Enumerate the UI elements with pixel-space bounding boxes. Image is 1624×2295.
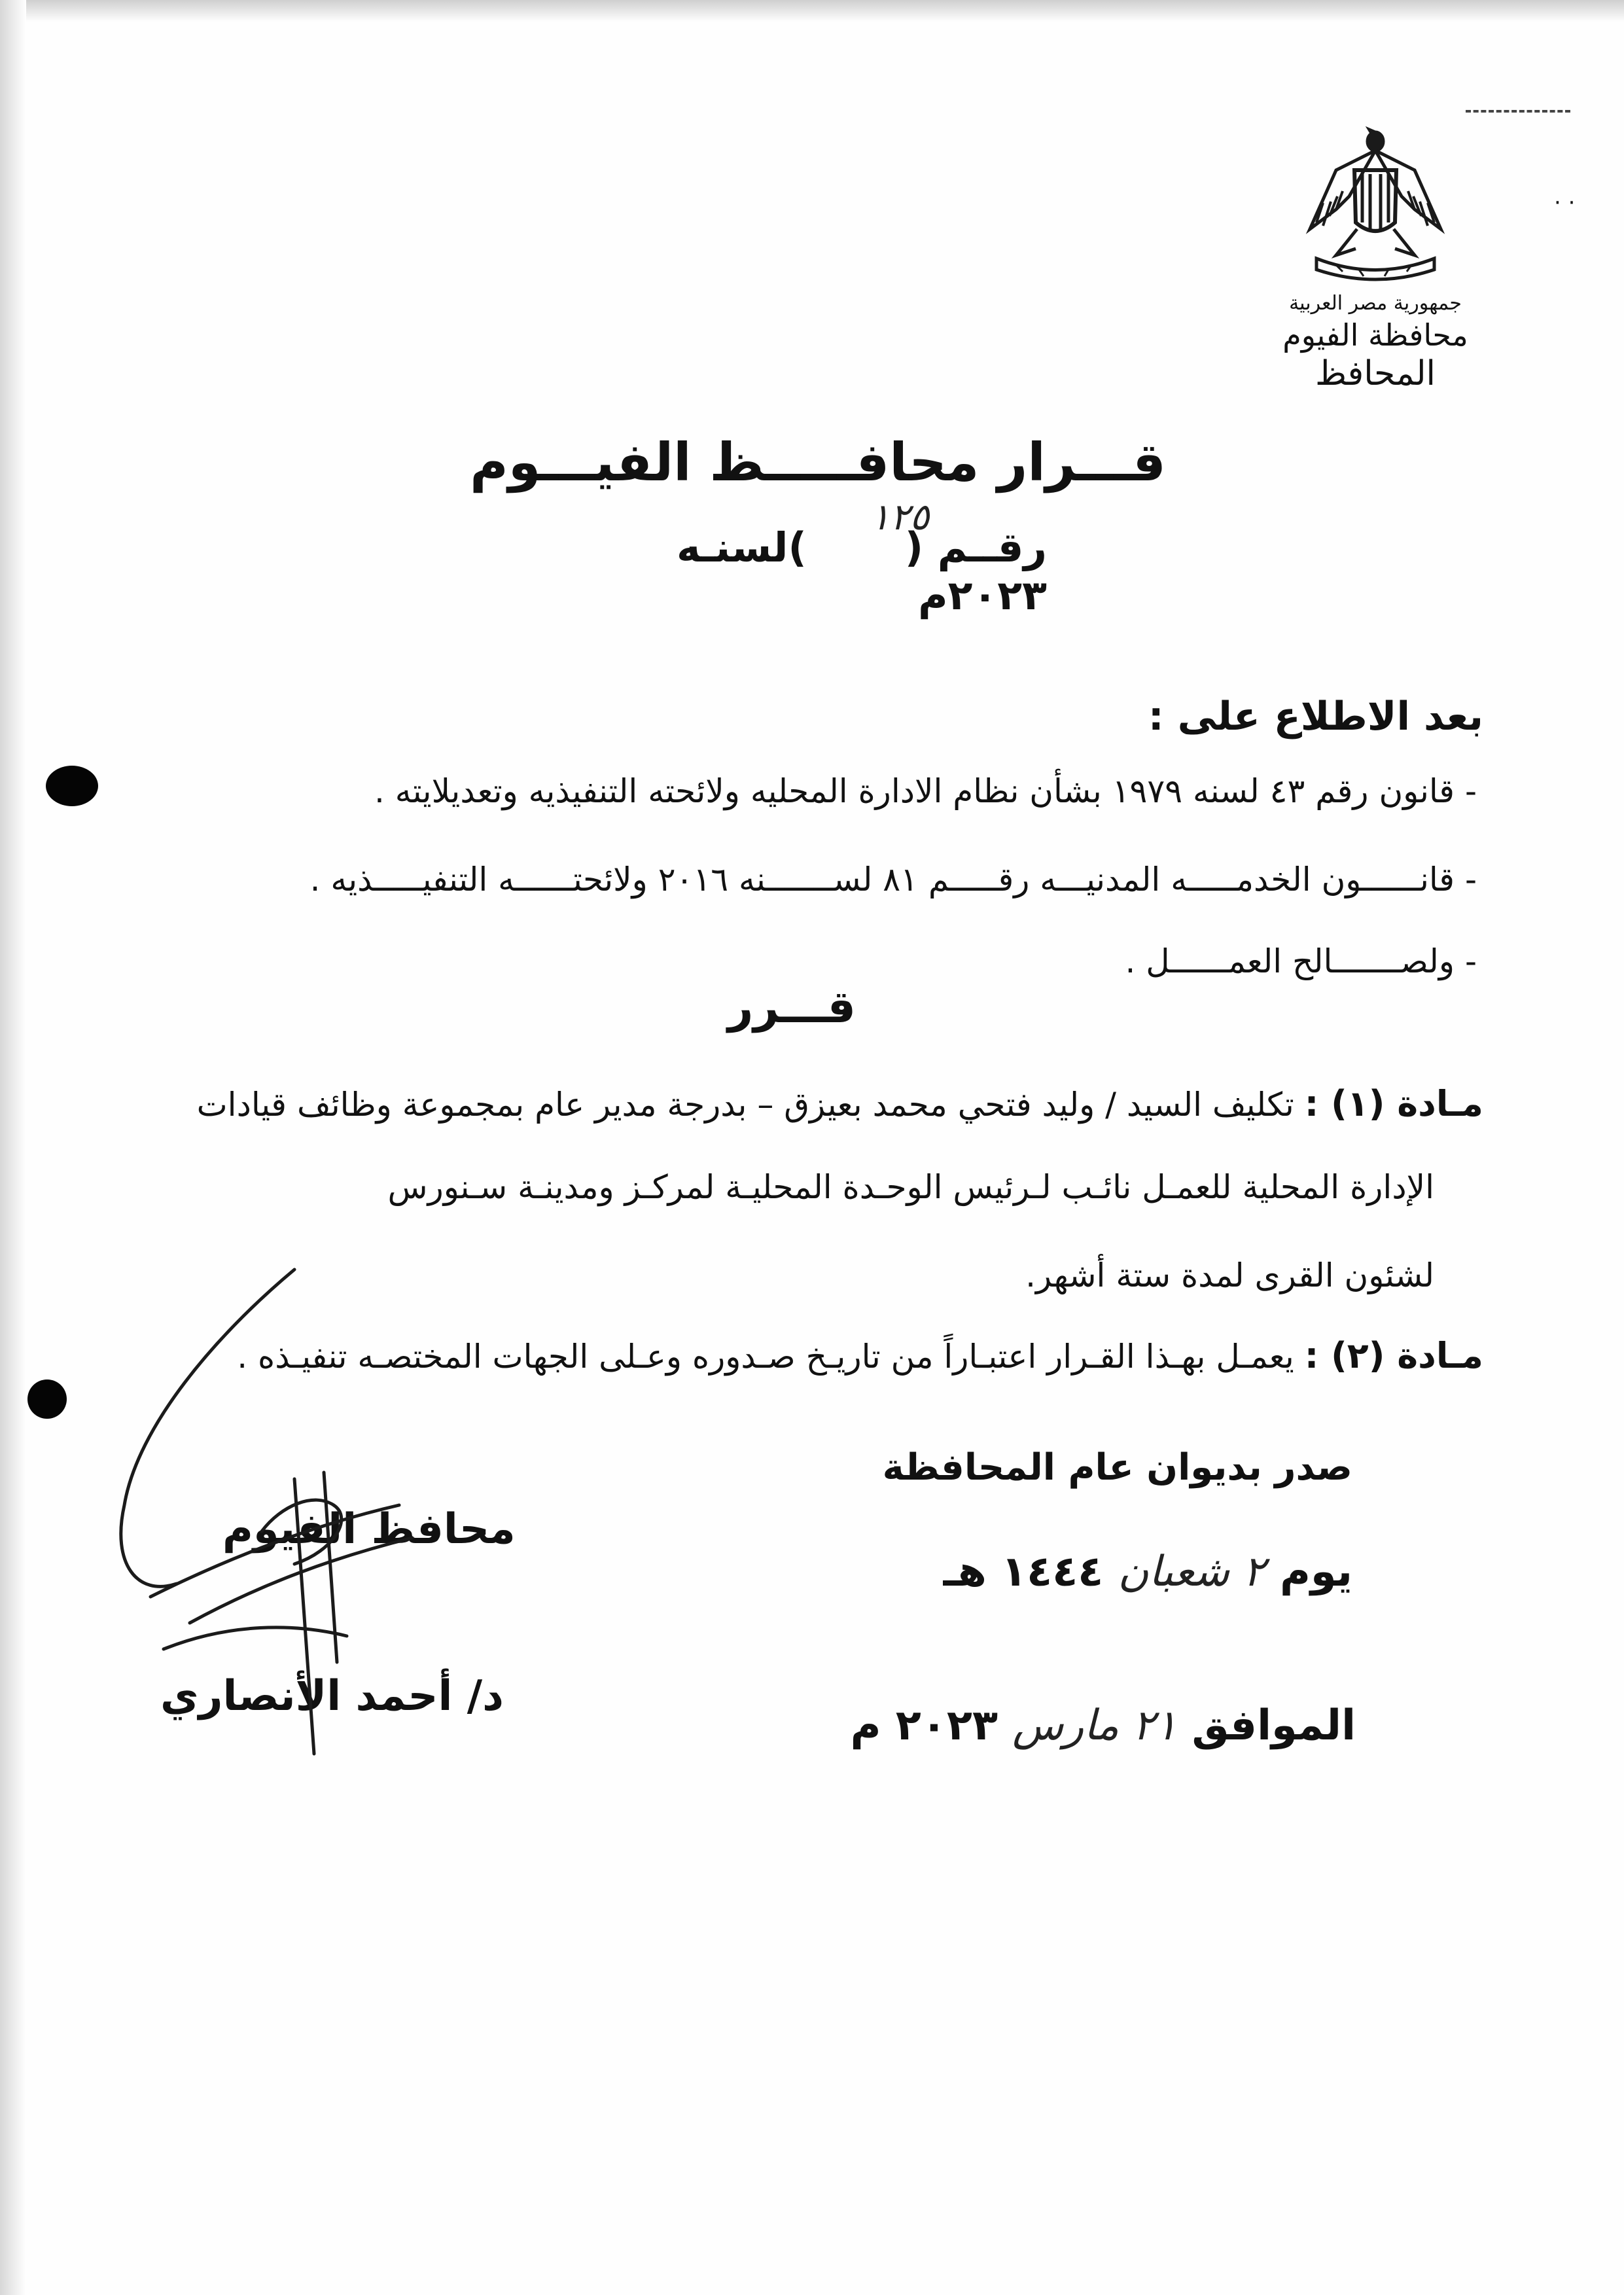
corner-dots: · · [1554, 190, 1576, 216]
signatory-title: محافظ الفيوم [222, 1505, 516, 1554]
article-1-label: مـادة (١) : [1304, 1083, 1483, 1124]
hijri-date [944, 1548, 1352, 1596]
article-2-label: مـادة (٢) : [1304, 1335, 1483, 1376]
article-1-line-2: الإدارة المحلية للعمـل نائـب لـرئيس الوحـدة المحليـة لمركـز ومدينـة سـنورس [387, 1168, 1434, 1206]
signature-scribble [98, 1256, 504, 1780]
scan-shadow-top [0, 0, 1624, 22]
punch-hole-top [46, 766, 98, 806]
decree-number-prefix: رقــم ( [904, 524, 1047, 571]
letterhead [1271, 124, 1480, 393]
article-1-line-3: لشئون القرى لمدة ستة أشهر. [1025, 1256, 1434, 1294]
article-1-label-line [197, 1083, 1483, 1124]
hijri-prefix: يوم [1279, 1548, 1352, 1596]
decree-number-handwritten: ١٢٥ [870, 496, 930, 539]
hijri-handwritten: ٢ شعبان [1118, 1548, 1265, 1596]
greg-prefix: الموافق [1192, 1701, 1356, 1750]
decree-number-suffix: )لسنـه ٢٠٢٣م [676, 524, 1047, 619]
hijri-year: ١٤٤٤ هـ [943, 1548, 1104, 1596]
letterhead-governorate: محافظة الفيوم [1282, 317, 1468, 353]
greg-handwritten: ٢١ مارس [1012, 1701, 1178, 1750]
greg-year: ٢٠٢٣ م [850, 1701, 998, 1750]
signatory-name: د/ أحمد الأنصاري [160, 1672, 504, 1720]
corner-mark [1466, 110, 1570, 115]
gregorian-date [851, 1701, 1356, 1750]
preamble-clause-1: - قانون رقم ٤٣ لسنه ١٩٧٩ بشأن نظام الادارة المحليه ولائحته التنفيذيه وتعديلايته . [374, 772, 1477, 810]
decree-number-line [589, 524, 1047, 619]
article-2-text: يعمـل بهـذا القـرار اعتبـاراً من تاريـخ صـدوره وعـلى الجهات المختصـه تنفيـذه . [237, 1338, 1294, 1376]
letterhead-country: جمهورية مصر العربية [1289, 292, 1462, 315]
scan-shadow-left [0, 0, 26, 2295]
letterhead-office: المحافظ [1315, 354, 1436, 393]
article-1-line-1: تكليف السيد / وليد فتحي محمد بعيزق – بدرجة مدير عام بمجموعة وظائف قيادات [196, 1086, 1294, 1124]
eagle-emblem-icon [1297, 124, 1454, 288]
resolution-heading: قـــرر [728, 982, 856, 1033]
punch-hole-bottom [27, 1379, 67, 1419]
decree-title: قـــرار محافـــــظ الفيـــوم [470, 432, 1166, 493]
preamble-heading: بعد الاطلاع على : [1148, 694, 1483, 739]
issued-at: صدر بديوان عام المحافظة [882, 1446, 1352, 1489]
preamble-clause-2: - قانــــــون الخدمـــــه المدنيـــه رقـــــم ٨١ لســـــــنه ٢٠١٦ ولائحتــــــه التنفيـــــذيه . [309, 861, 1477, 898]
preamble-clause-3: - ولصـــــــالح العمــــــل . [1125, 942, 1477, 980]
